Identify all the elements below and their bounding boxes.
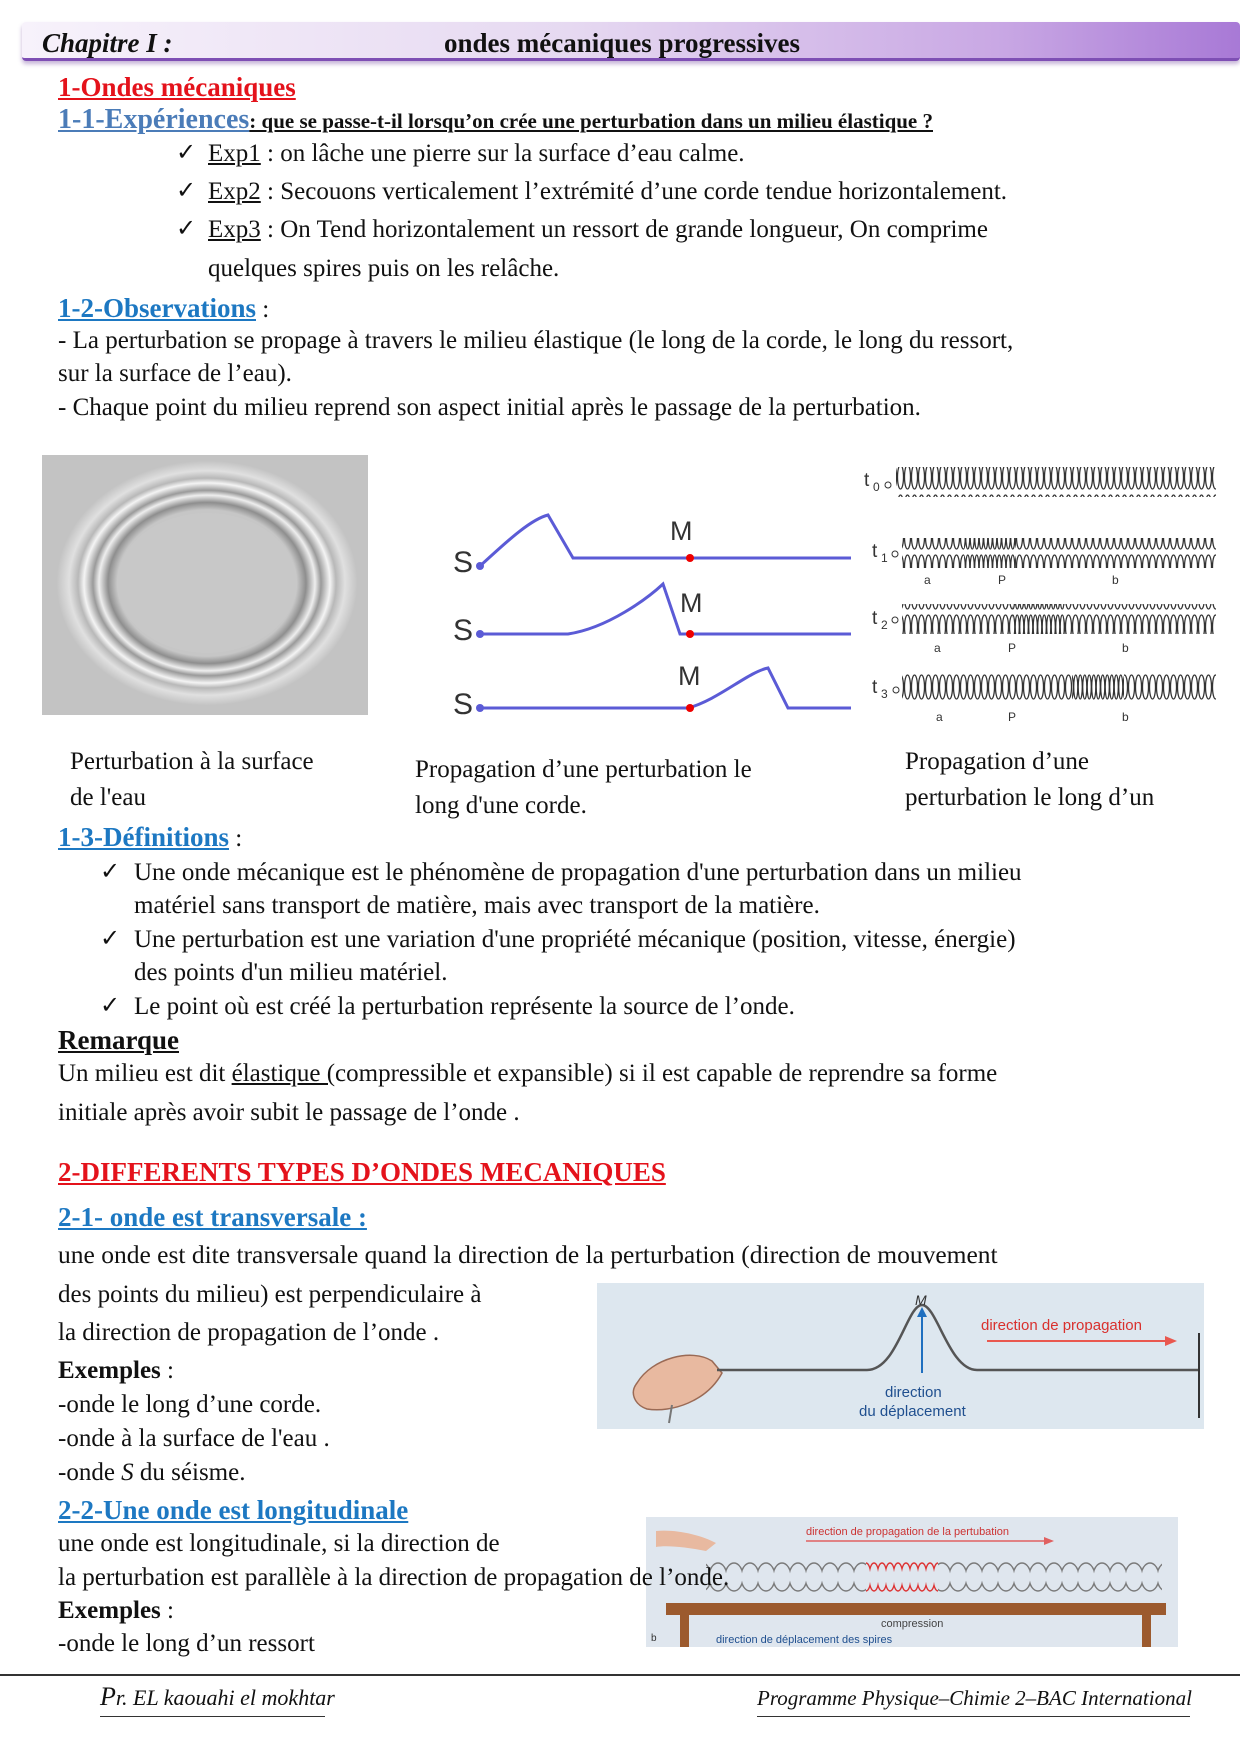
definition-line: Le point où est créé la perturbation représente la source de l’onde. [134,993,795,1020]
source-label: S [453,546,474,579]
check-icon: ✓ [100,926,121,952]
transversal-line: une onde est dite transversale quand la direction de la perturbation (direction de mouvement [58,1240,998,1269]
section-2-title: 2-DIFFERENTS TYPES D’ONDES MECANIQUES [58,1157,666,1187]
exp2-label: Exp2 [208,178,261,205]
longitudinal-title: 2-2-Une onde est longitudinale [58,1495,409,1525]
displacement-direction-label: direction [885,1384,942,1401]
time-label: t [872,677,878,698]
footer-underline [100,1716,325,1717]
check-icon: ✓ [176,178,197,204]
spring-point-p: P [1008,710,1017,724]
spring-point-a: a [924,573,931,587]
definition-line: des points d'un milieu matériel. [134,959,448,986]
caption-water-line: Perturbation à la surface [70,748,314,775]
compression-label: compression [881,1618,944,1630]
exp1-text: : on lâche une pierre sur la surface d’eau calme. [260,140,745,167]
spring-point-p: P [1008,641,1017,655]
point-m-label: M [678,661,701,691]
observations-title: 1-2-Observations [58,293,256,323]
exp2-line [208,175,1007,209]
example-text: du séisme. [133,1459,246,1486]
experiences-heading [58,103,933,138]
section-1-title: 1-Ondes mécaniques [58,72,296,102]
check-icon: ✓ [176,216,197,242]
remark-line [58,1057,997,1091]
exp3-line [208,213,988,247]
transversal-title: 2-1- onde est transversale : [58,1202,367,1232]
propagation-direction-label: direction de propagation [981,1317,1142,1334]
caption-rope-line: Propagation d’une perturbation le [415,756,752,783]
caption-spring-line: Propagation d’une [905,748,1089,775]
example-s-wave: S [121,1459,134,1486]
longitudinal-line: la perturbation est parallèle à la direction de propagation de l’onde. [58,1564,730,1591]
observation-line: - La perturbation se propage à travers le milieu élastique (le long de la corde, le long du ressort, [58,327,1014,354]
time-label: t [864,470,870,491]
exp3-label: Exp3 [208,216,261,243]
example-item [58,1456,245,1490]
footer-underline [757,1716,1190,1717]
examples-colon: : [160,1357,174,1384]
time-label: t [872,541,878,562]
experiences-question: : que se passe-t-il lorsqu’on crée une perturbation dans un milieu élastique ? [249,109,933,133]
point-m-label: M [680,588,703,618]
caption-spring-line: perturbation le long d’un [905,784,1155,811]
caption-rope [415,752,752,824]
exp3-text: : On Tend horizontalement un ressort de grande longueur, On comprime [260,216,988,243]
long-propagation-label: direction de propagation de la pertubation [806,1526,1010,1538]
wave-point-m: M [915,1292,927,1308]
remark-text: compressible et expansible) si il est capable de reprendre sa forme [335,1060,998,1087]
example-item: -onde le long d’une corde. [58,1391,322,1418]
caption-rope-line: long d'une corde. [415,792,587,819]
definitions-title: 1-3-Définitions [58,822,229,852]
observations-heading [58,291,269,327]
example-item: -onde le long d’un ressort [58,1630,315,1657]
definitions-heading [58,820,242,856]
caption-water-line: de l'eau [70,784,146,811]
footer-author-initial: P [100,1682,116,1711]
transversal-line: des points du milieu) est perpendiculaire à [58,1281,482,1308]
caption-spring [905,744,1154,816]
footer-author-name: r. EL kaouahi el mokhtar [115,1685,335,1710]
time-label: t [872,608,878,629]
remark-text: Un milieu est dit [58,1060,232,1087]
time-subscript: 2 [881,618,888,632]
chapter-title: ondes mécaniques progressives [444,28,801,58]
definition-line: matériel sans transport de matière, mais avec transport de la matière. [134,892,820,919]
spring-point-b: b [1122,710,1129,724]
figure-b-label: b [651,1633,657,1644]
remark-line: initiale après avoir subit le passage de l’onde . [58,1099,520,1126]
exp2-text: : Secouons verticalement l’extrémité d’une corde tendue horizontalement. [260,178,1008,205]
observations-colon: : [256,296,270,323]
spring-row-t2 [872,604,1216,655]
definition-line: Une onde mécanique est le phénomène de propagation d'une perturbation dans un milieu [134,859,1022,886]
remark-underlined: élastique ( [231,1060,336,1087]
remark-title: Remarque [58,1025,179,1055]
rope-propagation-figure [448,500,853,725]
exp1-label: Exp1 [208,140,261,167]
spring-point-a: a [936,710,943,724]
spring-point-b: b [1122,641,1129,655]
water-ripple-figure [42,455,368,715]
spring-point-p: P [998,573,1007,587]
check-icon: ✓ [176,140,197,166]
example-text: -onde [58,1459,122,1486]
caption-water [70,744,314,816]
examples-heading [58,1354,174,1388]
source-label: S [453,614,474,647]
transversal-line: la direction de propagation de l’onde . [58,1319,440,1346]
spring-row-t3 [872,674,1216,724]
longitudinal-line: une onde est longitudinale, si la direction de [58,1530,500,1557]
spring-row-t0 [864,467,1216,497]
spring-point-b: b [1112,573,1119,587]
footer-divider [0,1674,1240,1676]
examples-heading [58,1594,174,1628]
point-m-label: M [670,516,693,546]
definition-line: Une perturbation est une variation d'une propriété mécanique (position, vitesse, énergie) [134,926,1016,953]
spring-row-t1 [872,538,1216,587]
time-subscript: 0 [873,480,880,494]
time-subscript: 1 [881,551,888,565]
examples-colon: : [160,1597,174,1624]
footer-author [100,1682,335,1712]
examples-label: Exemples [58,1357,161,1384]
spring-propagation-figure [862,462,1222,727]
footer-program: Programme Physique–Chimie 2–BAC International [757,1686,1192,1710]
examples-label: Exemples [58,1597,161,1624]
source-label: S [453,688,474,721]
experiences-title: 1-1-Expériences [58,104,250,135]
time-subscript: 3 [881,687,888,701]
spire-displacement-label: direction de déplacement des spires [716,1634,893,1646]
observation-line: - Chaque point du milieu reprend son aspect initial après le passage de la perturbation. [58,394,921,421]
check-icon: ✓ [100,859,121,885]
observation-line: sur la surface de l’eau). [58,360,292,387]
exp1-line [208,137,745,171]
definitions-colon: : [229,825,243,852]
example-item: -onde à la surface de l'eau . [58,1425,330,1452]
spring-point-a: a [934,641,941,655]
exp3-continuation: quelques spires puis on les relâche. [208,255,560,282]
check-icon: ✓ [100,993,121,1019]
displacement-direction-label: du déplacement [859,1403,966,1420]
chapter-label: Chapitre I : [42,28,173,58]
transverse-wave-figure [597,1283,1204,1429]
